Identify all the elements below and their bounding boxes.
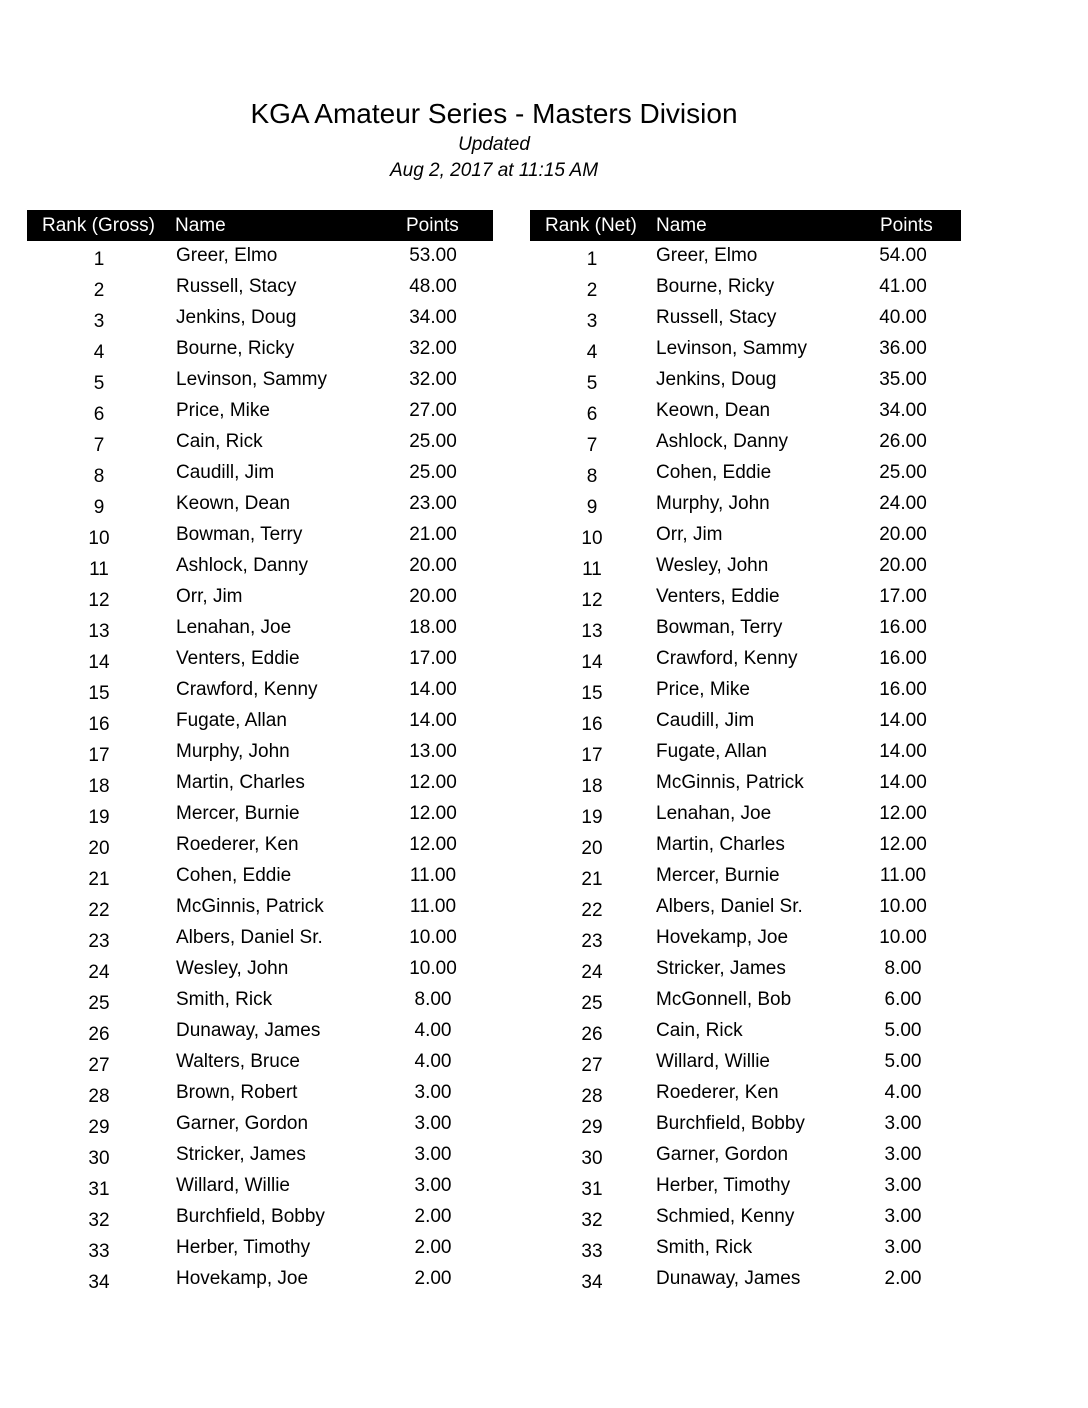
rank-cell: 27 — [581, 1055, 603, 1076]
table-row — [530, 365, 961, 396]
name-cell: Walters, Bruce — [176, 1051, 300, 1072]
points-cell: 6.00 — [884, 989, 922, 1010]
table-row — [27, 1264, 493, 1295]
name-cell: Lenahan, Joe — [176, 617, 292, 638]
rank-cell: 9 — [586, 497, 598, 518]
points-cell: 32.00 — [409, 369, 457, 390]
table-row — [530, 613, 961, 644]
points-cell: 14.00 — [879, 741, 927, 762]
name-cell: Brown, Robert — [176, 1082, 298, 1103]
rank-cell: 16 — [581, 714, 603, 735]
points-cell: 10.00 — [879, 896, 927, 917]
name-cell: Wesley, John — [176, 958, 289, 979]
rank-cell: 8 — [586, 466, 598, 487]
name-cell: Venters, Eddie — [176, 648, 300, 669]
rank-cell: 5 — [93, 373, 105, 394]
points-cell: 3.00 — [414, 1144, 452, 1165]
gross-table-body — [27, 241, 493, 1295]
table-row — [530, 861, 961, 892]
name-cell: Jenkins, Doug — [176, 307, 297, 328]
rank-cell: 14 — [88, 652, 110, 673]
rank-cell: 24 — [88, 962, 110, 983]
points-cell: 34.00 — [879, 400, 927, 421]
points-cell: 20.00 — [409, 555, 457, 576]
rank-cell: 5 — [586, 373, 598, 394]
points-cell: 25.00 — [409, 462, 457, 483]
rank-cell: 21 — [581, 869, 603, 890]
table-row — [27, 954, 493, 985]
points-cell: 12.00 — [409, 834, 457, 855]
rank-cell: 27 — [88, 1055, 110, 1076]
points-cell: 26.00 — [879, 431, 927, 452]
rank-cell: 23 — [88, 931, 110, 952]
name-cell: Albers, Daniel Sr. — [656, 896, 803, 917]
name-cell: Smith, Rick — [656, 1237, 753, 1258]
name-cell: Greer, Elmo — [176, 245, 278, 266]
table-row — [530, 923, 961, 954]
rank-cell: 17 — [88, 745, 110, 766]
rank-cell: 33 — [88, 1241, 110, 1262]
name-cell: Orr, Jim — [176, 586, 243, 607]
points-cell: 5.00 — [884, 1051, 922, 1072]
rank-cell: 20 — [581, 838, 603, 859]
table-row — [530, 489, 961, 520]
table-row — [27, 365, 493, 396]
name-cell: Stricker, James — [656, 958, 786, 979]
points-cell: 10.00 — [879, 927, 927, 948]
table-row — [530, 520, 961, 551]
rank-cell: 19 — [88, 807, 110, 828]
points-cell: 40.00 — [879, 307, 927, 328]
rank-cell: 13 — [88, 621, 110, 642]
rank-cell: 6 — [93, 404, 105, 425]
name-cell: Wesley, John — [656, 555, 769, 576]
table-row — [530, 551, 961, 582]
table-row — [27, 427, 493, 458]
gross-name-header: Name — [175, 215, 226, 236]
table-row — [530, 768, 961, 799]
name-cell: Albers, Daniel Sr. — [176, 927, 323, 948]
name-cell: Martin, Charles — [656, 834, 785, 855]
name-cell: Bowman, Terry — [656, 617, 783, 638]
points-cell: 36.00 — [879, 338, 927, 359]
table-row — [530, 737, 961, 768]
name-cell: Ashlock, Danny — [176, 555, 309, 576]
table-row — [530, 830, 961, 861]
name-cell: Fugate, Allan — [176, 710, 287, 731]
name-cell: Cain, Rick — [656, 1020, 743, 1041]
name-cell: Burchfield, Bobby — [656, 1113, 805, 1134]
rank-cell: 26 — [581, 1024, 603, 1045]
rank-cell: 24 — [581, 962, 603, 983]
rank-cell: 18 — [88, 776, 110, 797]
gross-standings-table — [27, 210, 493, 1295]
rank-cell: 20 — [88, 838, 110, 859]
rank-cell: 15 — [88, 683, 110, 704]
name-cell: Bourne, Ricky — [656, 276, 775, 297]
rank-cell: 33 — [581, 1241, 603, 1262]
rank-cell: 4 — [93, 342, 105, 363]
name-cell: Lenahan, Joe — [656, 803, 772, 824]
table-row — [27, 644, 493, 675]
points-cell: 3.00 — [884, 1113, 922, 1134]
points-cell: 11.00 — [409, 896, 457, 917]
net-points-header: Points — [880, 215, 933, 236]
table-row — [27, 1016, 493, 1047]
points-cell: 21.00 — [409, 524, 457, 545]
points-cell: 10.00 — [409, 958, 457, 979]
points-cell: 23.00 — [409, 493, 457, 514]
name-cell: Caudill, Jim — [656, 710, 755, 731]
rank-cell: 21 — [88, 869, 110, 890]
updated-date: Aug 2, 2017 at 11:15 AM — [389, 160, 599, 181]
rank-cell: 22 — [88, 900, 110, 921]
name-cell: Martin, Charles — [176, 772, 305, 793]
table-row — [530, 303, 961, 334]
table-row — [27, 737, 493, 768]
points-cell: 34.00 — [409, 307, 457, 328]
name-cell: Hovekamp, Joe — [656, 927, 789, 948]
table-row — [530, 799, 961, 830]
name-cell: Price, Mike — [176, 400, 270, 421]
name-cell: Russell, Stacy — [176, 276, 297, 297]
points-cell: 12.00 — [879, 803, 927, 824]
page-title: KGA Amateur Series - Masters Division — [250, 98, 738, 129]
points-cell: 2.00 — [414, 1206, 452, 1227]
table-row — [27, 892, 493, 923]
table-row — [530, 334, 961, 365]
table-row — [530, 1047, 961, 1078]
table-row — [27, 334, 493, 365]
name-cell: Stricker, James — [176, 1144, 306, 1165]
points-cell: 35.00 — [879, 369, 927, 390]
name-cell: McGinnis, Patrick — [656, 772, 804, 793]
table-row — [530, 954, 961, 985]
table-row — [27, 582, 493, 613]
points-cell: 20.00 — [879, 555, 927, 576]
table-row — [530, 272, 961, 303]
rank-cell: 7 — [586, 435, 598, 456]
points-cell: 13.00 — [409, 741, 457, 762]
points-cell: 16.00 — [879, 679, 927, 700]
rank-cell: 10 — [88, 528, 110, 549]
rank-cell: 12 — [88, 590, 110, 611]
rank-cell: 4 — [586, 342, 598, 363]
points-cell: 2.00 — [414, 1237, 452, 1258]
points-cell: 4.00 — [884, 1082, 922, 1103]
name-cell: Willard, Willie — [656, 1051, 770, 1072]
points-cell: 2.00 — [884, 1268, 922, 1289]
name-cell: Dunaway, James — [656, 1268, 801, 1289]
points-cell: 17.00 — [879, 586, 927, 607]
table-row — [27, 675, 493, 706]
name-cell: Price, Mike — [656, 679, 750, 700]
points-cell: 16.00 — [879, 617, 927, 638]
table-row — [27, 396, 493, 427]
points-cell: 14.00 — [879, 710, 927, 731]
name-cell: Herber, Timothy — [176, 1237, 311, 1258]
rank-cell: 19 — [581, 807, 603, 828]
table-row — [27, 241, 493, 272]
points-cell: 17.00 — [409, 648, 457, 669]
name-cell: Greer, Elmo — [656, 245, 758, 266]
rank-cell: 34 — [88, 1272, 110, 1293]
table-row — [27, 799, 493, 830]
points-cell: 11.00 — [409, 865, 457, 886]
name-cell: Burchfield, Bobby — [176, 1206, 325, 1227]
points-cell: 4.00 — [414, 1051, 452, 1072]
name-cell: Orr, Jim — [656, 524, 723, 545]
net-standings-table — [530, 210, 961, 1295]
points-cell: 41.00 — [879, 276, 927, 297]
name-cell: Keown, Dean — [176, 493, 291, 514]
rank-cell: 12 — [581, 590, 603, 611]
name-cell: Levinson, Sammy — [176, 369, 328, 390]
table-row — [530, 644, 961, 675]
points-cell: 3.00 — [414, 1082, 452, 1103]
table-row — [27, 1078, 493, 1109]
rank-cell: 16 — [88, 714, 110, 735]
points-cell: 25.00 — [409, 431, 457, 452]
name-cell: McGonnell, Bob — [656, 989, 792, 1010]
name-cell: Bowman, Terry — [176, 524, 303, 545]
table-row — [530, 1264, 961, 1295]
table-row — [530, 985, 961, 1016]
points-cell: 14.00 — [879, 772, 927, 793]
points-cell: 20.00 — [409, 586, 457, 607]
rank-cell: 3 — [586, 311, 598, 332]
table-row — [530, 1109, 961, 1140]
net-table-header — [530, 210, 961, 241]
points-cell: 48.00 — [409, 276, 457, 297]
points-cell: 2.00 — [414, 1268, 452, 1289]
points-cell: 32.00 — [409, 338, 457, 359]
name-cell: Russell, Stacy — [656, 307, 777, 328]
table-row — [530, 396, 961, 427]
points-cell: 11.00 — [879, 865, 927, 886]
gross-points-header: Points — [406, 215, 459, 236]
table-row — [27, 1202, 493, 1233]
gross-rank-header: Rank (Gross) — [42, 215, 155, 236]
name-cell: Cohen, Eddie — [176, 865, 292, 886]
rank-cell: 29 — [88, 1117, 110, 1138]
table-row — [27, 706, 493, 737]
points-cell: 18.00 — [409, 617, 457, 638]
name-cell: Ashlock, Danny — [656, 431, 789, 452]
table-row — [27, 551, 493, 582]
name-cell: Cohen, Eddie — [656, 462, 772, 483]
rank-cell: 17 — [581, 745, 603, 766]
table-row — [530, 241, 961, 272]
rank-cell: 14 — [581, 652, 603, 673]
points-cell: 24.00 — [879, 493, 927, 514]
rank-cell: 23 — [581, 931, 603, 952]
rank-cell: 11 — [89, 559, 109, 580]
points-cell: 14.00 — [409, 710, 457, 731]
table-row — [27, 985, 493, 1016]
table-row — [530, 1202, 961, 1233]
name-cell: Hovekamp, Joe — [176, 1268, 309, 1289]
name-cell: Mercer, Burnie — [656, 865, 780, 886]
name-cell: Garner, Gordon — [656, 1144, 789, 1165]
name-cell: Murphy, John — [656, 493, 770, 514]
table-row — [530, 1233, 961, 1264]
rank-cell: 28 — [88, 1086, 110, 1107]
name-cell: Roederer, Ken — [656, 1082, 779, 1103]
table-row — [530, 458, 961, 489]
name-cell: Murphy, John — [176, 741, 290, 762]
table-row — [530, 1171, 961, 1202]
name-cell: Garner, Gordon — [176, 1113, 309, 1134]
updated-label: Updated — [458, 134, 530, 155]
rank-cell: 32 — [581, 1210, 603, 1231]
table-row — [27, 1047, 493, 1078]
table-row — [530, 1078, 961, 1109]
rank-cell: 6 — [586, 404, 598, 425]
name-cell: Crawford, Kenny — [176, 679, 318, 700]
table-row — [27, 1171, 493, 1202]
table-row — [27, 520, 493, 551]
table-row — [27, 1140, 493, 1171]
name-cell: Crawford, Kenny — [656, 648, 798, 669]
name-cell: Levinson, Sammy — [656, 338, 808, 359]
rank-cell: 34 — [581, 1272, 603, 1293]
points-cell: 12.00 — [879, 834, 927, 855]
points-cell: 3.00 — [414, 1113, 452, 1134]
rank-cell: 25 — [88, 993, 110, 1014]
rank-cell: 15 — [581, 683, 603, 704]
points-cell: 12.00 — [409, 772, 457, 793]
table-row — [530, 582, 961, 613]
points-cell: 3.00 — [884, 1237, 922, 1258]
points-cell: 8.00 — [414, 989, 452, 1010]
rank-cell: 25 — [581, 993, 603, 1014]
table-row — [27, 272, 493, 303]
table-row — [530, 892, 961, 923]
rank-cell: 11 — [582, 559, 602, 580]
name-cell: Keown, Dean — [656, 400, 771, 421]
name-cell: Caudill, Jim — [176, 462, 275, 483]
name-cell: Roederer, Ken — [176, 834, 299, 855]
rank-cell: 3 — [93, 311, 105, 332]
table-row — [530, 427, 961, 458]
name-cell: Herber, Timothy — [656, 1175, 791, 1196]
name-cell: Dunaway, James — [176, 1020, 321, 1041]
table-row — [27, 861, 493, 892]
name-cell: Bourne, Ricky — [176, 338, 295, 359]
table-row — [530, 706, 961, 737]
rank-cell: 32 — [88, 1210, 110, 1231]
name-cell: Jenkins, Doug — [656, 369, 777, 390]
name-cell: Mercer, Burnie — [176, 803, 300, 824]
rank-cell: 8 — [93, 466, 105, 487]
rank-cell: 29 — [581, 1117, 603, 1138]
points-cell: 12.00 — [409, 803, 457, 824]
points-cell: 3.00 — [884, 1144, 922, 1165]
points-cell: 10.00 — [409, 927, 457, 948]
rank-cell: 26 — [88, 1024, 110, 1045]
table-row — [27, 303, 493, 334]
rank-cell: 30 — [581, 1148, 603, 1169]
points-cell: 5.00 — [884, 1020, 922, 1041]
points-cell: 3.00 — [884, 1206, 922, 1227]
table-row — [27, 1233, 493, 1264]
table-row — [27, 830, 493, 861]
net-table-body — [530, 241, 961, 1295]
rank-cell: 2 — [586, 280, 598, 301]
rank-cell: 30 — [88, 1148, 110, 1169]
rank-cell: 2 — [93, 280, 105, 301]
net-rank-header: Rank (Net) — [545, 215, 637, 236]
table-row — [27, 1109, 493, 1140]
points-cell: 25.00 — [879, 462, 927, 483]
points-cell: 20.00 — [879, 524, 927, 545]
rank-cell: 10 — [581, 528, 603, 549]
points-cell: 4.00 — [414, 1020, 452, 1041]
rank-cell: 7 — [93, 435, 105, 456]
points-cell: 3.00 — [414, 1175, 452, 1196]
table-row — [27, 489, 493, 520]
rank-cell: 31 — [88, 1179, 110, 1200]
points-cell: 3.00 — [884, 1175, 922, 1196]
table-row — [27, 613, 493, 644]
rank-cell: 31 — [581, 1179, 603, 1200]
table-row — [530, 675, 961, 706]
rank-cell: 28 — [581, 1086, 603, 1107]
rank-cell: 18 — [581, 776, 603, 797]
rank-cell: 1 — [586, 249, 598, 270]
name-cell: Willard, Willie — [176, 1175, 290, 1196]
points-cell: 8.00 — [884, 958, 922, 979]
points-cell: 14.00 — [409, 679, 457, 700]
name-cell: Smith, Rick — [176, 989, 273, 1010]
rank-cell: 22 — [581, 900, 603, 921]
net-name-header: Name — [656, 215, 707, 236]
name-cell: Fugate, Allan — [656, 741, 767, 762]
name-cell: Cain, Rick — [176, 431, 263, 452]
table-row — [27, 923, 493, 954]
name-cell: Venters, Eddie — [656, 586, 780, 607]
points-cell: 27.00 — [409, 400, 457, 421]
table-row — [530, 1140, 961, 1171]
table-row — [27, 458, 493, 489]
gross-table-header — [27, 210, 493, 241]
name-cell: McGinnis, Patrick — [176, 896, 324, 917]
rank-cell: 13 — [581, 621, 603, 642]
points-cell: 53.00 — [409, 245, 457, 266]
rank-cell: 9 — [93, 497, 105, 518]
rank-cell: 1 — [93, 249, 105, 270]
name-cell: Schmied, Kenny — [656, 1206, 795, 1227]
points-cell: 16.00 — [879, 648, 927, 669]
table-row — [530, 1016, 961, 1047]
table-row — [27, 768, 493, 799]
points-cell: 54.00 — [879, 245, 927, 266]
